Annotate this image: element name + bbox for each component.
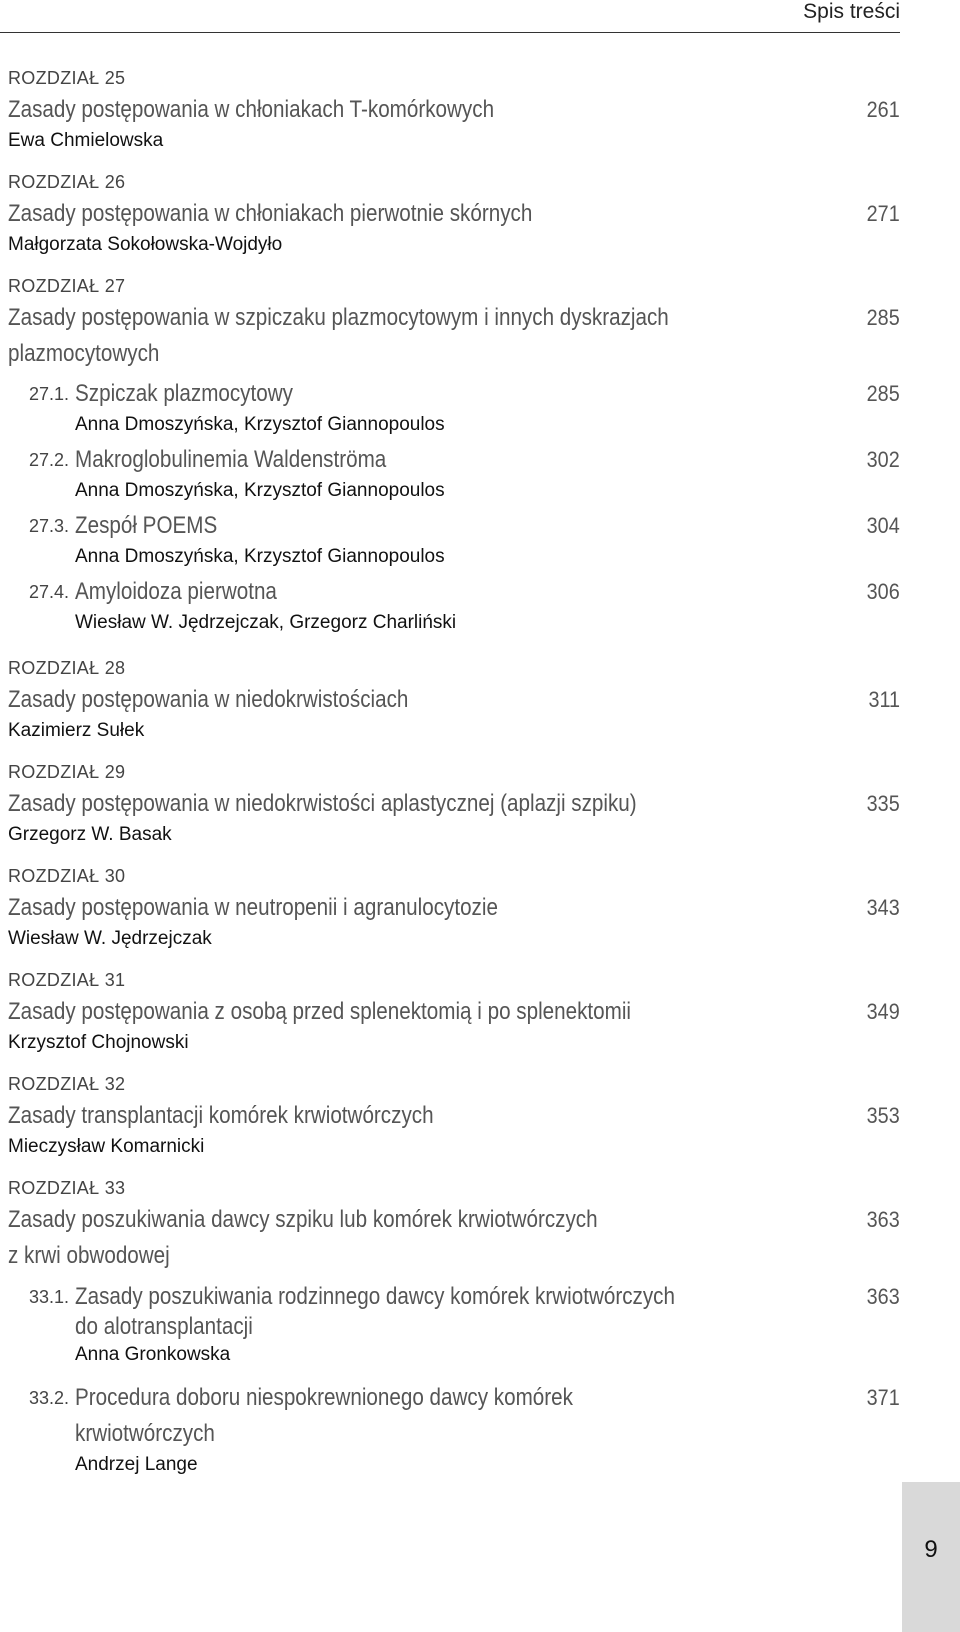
chapter-32 — [8, 1070, 900, 1174]
chapter-label: ROZDZIAŁ 27 — [8, 276, 126, 296]
header-section-title: Spis treści — [803, 0, 900, 23]
chapter-page: 271 — [866, 201, 900, 226]
chapter-title[interactable]: Zasady postępowania w szpiczaku plazmocytowym i innych dyskrazjach — [8, 304, 669, 331]
subsection-page: 363 — [866, 1284, 900, 1309]
chapter-label: ROZDZIAŁ 26 — [8, 172, 126, 192]
chapter-28 — [8, 654, 900, 758]
subsection-27-2 — [29, 442, 900, 504]
subsection-27-3 — [29, 508, 900, 570]
subsection-author: Anna Dmoszyńska, Krzysztof Giannopoulos — [75, 546, 445, 567]
chapter-title[interactable]: Zasady postępowania z osobą przed splenektomią i po splenektomii — [8, 998, 632, 1025]
chapter-author: Grzegorz W. Basak — [8, 824, 172, 845]
subsection-33-1 — [29, 1282, 900, 1368]
chapter-29 — [8, 758, 900, 862]
subsection-author: Anna Gronkowska — [75, 1344, 231, 1365]
chapter-title-cont[interactable]: z krwi obwodowej — [8, 1242, 170, 1269]
subsection-author: Wiesław W. Jędrzejczak, Grzegorz Charliński — [75, 612, 457, 633]
subsection-page: 306 — [866, 579, 900, 604]
page-number: 9 — [924, 1536, 938, 1563]
subsection-number: 33.2. — [29, 1388, 70, 1408]
chapter-author: Kazimierz Sułek — [8, 720, 145, 741]
subsection-title[interactable]: Procedura doboru niespokrewnionego dawcy komórek krwiotwórczych — [75, 1384, 573, 1447]
chapter-label: ROZDZIAŁ 29 — [8, 762, 126, 782]
subsection-title[interactable]: Makroglobulinemia Waldenströma — [75, 446, 387, 473]
subsection-author: Anna Dmoszyńska, Krzysztof Giannopoulos — [75, 414, 445, 435]
subsection-title[interactable]: Amyloidoza pierwotna — [75, 578, 277, 605]
subsection-author: Anna Dmoszyńska, Krzysztof Giannopoulos — [75, 480, 445, 501]
chapter-page: 261 — [866, 97, 900, 122]
chapter-label: ROZDZIAŁ 31 — [8, 970, 126, 990]
chapter-label: ROZDZIAŁ 32 — [8, 1074, 126, 1094]
chapter-label: ROZDZIAŁ 33 — [8, 1178, 126, 1198]
chapter-page: 335 — [866, 791, 900, 816]
chapter-page: 285 — [866, 305, 900, 330]
subsection-33-2 — [29, 1380, 900, 1478]
chapter-page: 363 — [866, 1207, 900, 1232]
chapter-title[interactable]: Zasady postępowania w neutropenii i agranulocytozie — [8, 894, 498, 921]
chapter-author: Wiesław W. Jędrzejczak — [8, 928, 212, 949]
chapter-title[interactable]: Zasady postępowania w niedokrwistościach — [8, 686, 409, 713]
subsection-number: 27.2. — [29, 450, 70, 470]
chapter-author: Ewa Chmielowska — [8, 130, 164, 151]
subsection-title[interactable]: Zespół POEMS — [75, 512, 218, 539]
subsection-27-1 — [29, 376, 900, 438]
chapter-page: 343 — [866, 895, 900, 920]
subsection-page: 285 — [866, 381, 900, 406]
chapter-title[interactable]: Zasady postępowania w niedokrwistości aplastycznej (aplazji szpiku) — [8, 790, 637, 817]
chapter-26 — [8, 168, 900, 272]
subsection-title[interactable]: Szpiczak plazmocytowy — [75, 380, 293, 407]
chapter-author: Krzysztof Chojnowski — [8, 1032, 189, 1053]
subsection-number: 27.3. — [29, 516, 70, 536]
chapter-31 — [8, 966, 900, 1070]
chapter-page: 349 — [866, 999, 900, 1024]
chapter-author: Mieczysław Komarnicki — [8, 1136, 205, 1157]
chapter-title-cont[interactable]: plazmocytowych — [8, 340, 160, 367]
chapter-page: 311 — [868, 687, 900, 712]
subsection-number: 33.1. — [29, 1287, 70, 1307]
subsection-page: 302 — [866, 447, 900, 472]
subsection-author: Andrzej Lange — [75, 1454, 198, 1475]
chapter-27 — [8, 272, 900, 654]
chapter-33 — [8, 1174, 900, 1478]
chapter-label: ROZDZIAŁ 30 — [8, 866, 126, 886]
chapter-25 — [8, 64, 900, 168]
chapter-title[interactable]: Zasady postępowania w chłoniakach pierwotnie skórnych — [8, 200, 533, 227]
subsection-number: 27.4. — [29, 582, 70, 602]
chapter-label: ROZDZIAŁ 28 — [8, 658, 126, 678]
subsection-number: 27.1. — [29, 384, 70, 404]
chapter-label: ROZDZIAŁ 25 — [8, 68, 126, 88]
chapter-page: 353 — [866, 1103, 900, 1128]
subsection-title[interactable]: Zasady poszukiwania rodzinnego dawcy komórek krwiotwórczych — [75, 1283, 675, 1310]
subsection-27-4 — [29, 574, 900, 636]
chapter-title[interactable]: Zasady poszukiwania dawcy szpiku lub komórek krwiotwórczych — [8, 1206, 598, 1233]
chapter-title[interactable]: Zasady postępowania w chłoniakach T-komórkowych — [8, 96, 495, 123]
subsection-title-cont[interactable]: do alotransplantacji — [75, 1313, 253, 1340]
subsection-page: 371 — [866, 1385, 900, 1410]
table-of-contents — [8, 64, 900, 1478]
subsection-page: 304 — [866, 513, 900, 538]
chapter-title[interactable]: Zasady transplantacji komórek krwiotwórczych — [8, 1102, 434, 1129]
chapter-author: Małgorzata Sokołowska-Wojdyło — [8, 234, 283, 255]
header-rule — [0, 32, 900, 33]
chapter-30 — [8, 862, 900, 966]
